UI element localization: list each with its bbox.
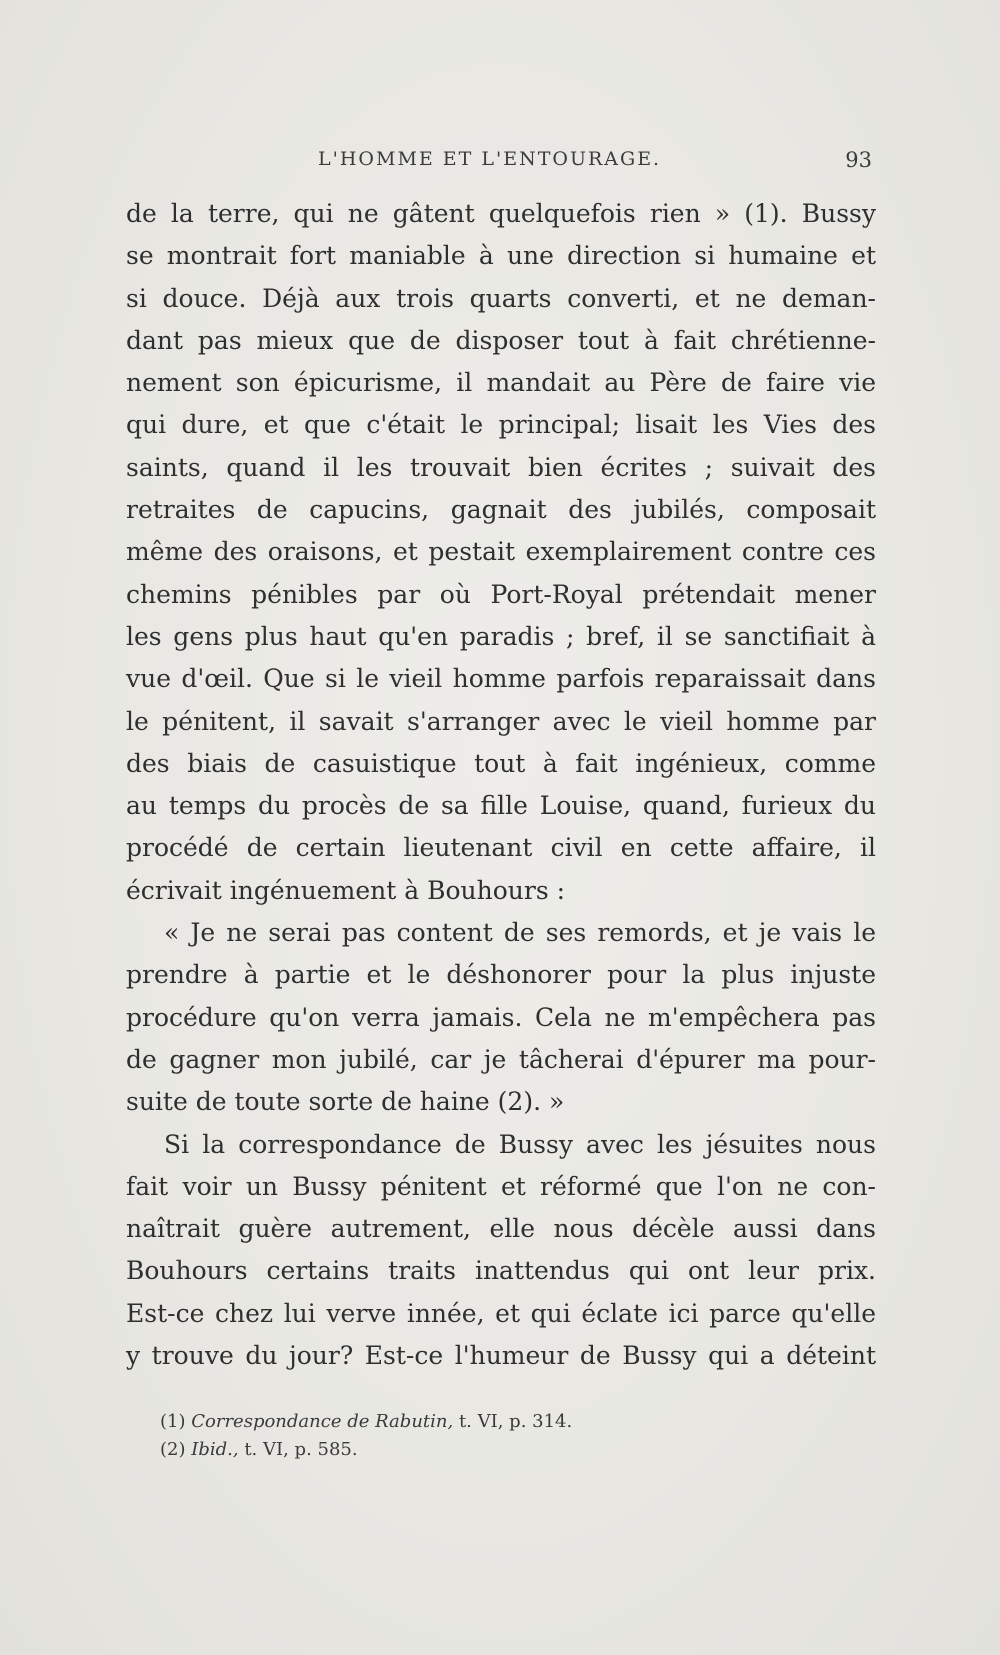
quote-line: « Je ne serai pas content de ses remords, et je vais le: [164, 918, 876, 948]
quote-line: de gagner mon jubilé, car je tâcherai d'épurer ma pour-: [126, 1044, 876, 1074]
text-line: les gens plus haut qu'en paradis ; bref, il se sanctifiait à: [126, 621, 876, 651]
text-line: y trouve du jour? Est-ce l'humeur de Bussy qui a déteint: [126, 1341, 876, 1371]
text-line: procédé de certain lieutenant civil en cette affaire, il: [126, 833, 876, 863]
footnotes: [160, 1408, 760, 1464]
footnote-title: Correspondance de Rabutin,: [191, 1411, 454, 1432]
page-number: 93: [845, 148, 872, 172]
running-title: L'HOMME ET L'ENTOURAGE.: [318, 148, 662, 170]
footnote-title: Ibid.,: [191, 1439, 239, 1460]
footnote: [160, 1436, 760, 1464]
quote-line: procédure qu'on verra jamais. Cela ne m'empêchera pas: [126, 1002, 876, 1032]
text-line: Si la correspondance de Bussy avec les jésuites nous: [164, 1129, 876, 1159]
text-line: écrivait ingénuement à Bouhours :: [126, 875, 566, 905]
text-line: de la terre, qui ne gâtent quelquefois rien » (1). Bussy: [126, 199, 876, 228]
body-text: [126, 193, 876, 1377]
text-line: chemins pénibles par où Port-Royal prétendait mener: [126, 579, 876, 609]
footnote-marker: (2): [160, 1439, 186, 1460]
text-line: naîtrait guère autrement, elle nous décèle aussi dans: [126, 1214, 876, 1244]
quote-line: suite de toute sorte de haine (2). »: [126, 1087, 565, 1117]
text-line: des biais de casuistique tout à fait ingénieux, comme: [126, 748, 876, 778]
text-line: se montrait fort maniable à une direction si humaine et: [126, 241, 876, 271]
footnote-reference: t. VI, p. 585.: [238, 1439, 358, 1460]
text-line: saints, quand il les trouvait bien écrites ; suivait des: [126, 452, 876, 482]
page-header: [128, 148, 872, 178]
text-line: si douce. Déjà aux trois quarts converti, et ne deman-: [126, 283, 876, 313]
text-line: même des oraisons, et pestait exemplairement contre ces: [126, 537, 876, 567]
footnote-reference: t. VI, p. 314.: [453, 1411, 573, 1432]
quote-line: prendre à partie et le déshonorer pour la plus injuste: [126, 960, 876, 990]
text-line: retraites de capucins, gagnait des jubilés, composait: [126, 495, 876, 525]
text-line: au temps du procès de sa fille Louise, quand, furieux du: [126, 791, 876, 821]
footnote-marker: (1): [160, 1411, 186, 1432]
text-line: Bouhours certains traits inattendus qui ont leur prix.: [126, 1256, 876, 1286]
text-line: vue d'œil. Que si le vieil homme parfois reparaissait dans: [126, 664, 876, 694]
text-line: fait voir un Bussy pénitent et réformé que l'on ne con-: [126, 1171, 876, 1201]
text-line: le pénitent, il savait s'arranger avec le vieil homme par: [126, 706, 876, 736]
text-line: qui dure, et que c'était le principal; lisait les Vies des: [126, 410, 876, 440]
text-line: dant pas mieux que de disposer tout à fait chrétienne-: [126, 325, 876, 355]
text-line: nement son épicurisme, il mandait au Père de faire vie: [126, 368, 876, 398]
footnote: [160, 1408, 760, 1436]
text-line: Est-ce chez lui verve innée, et qui éclate ici parce qu'elle: [126, 1298, 876, 1328]
